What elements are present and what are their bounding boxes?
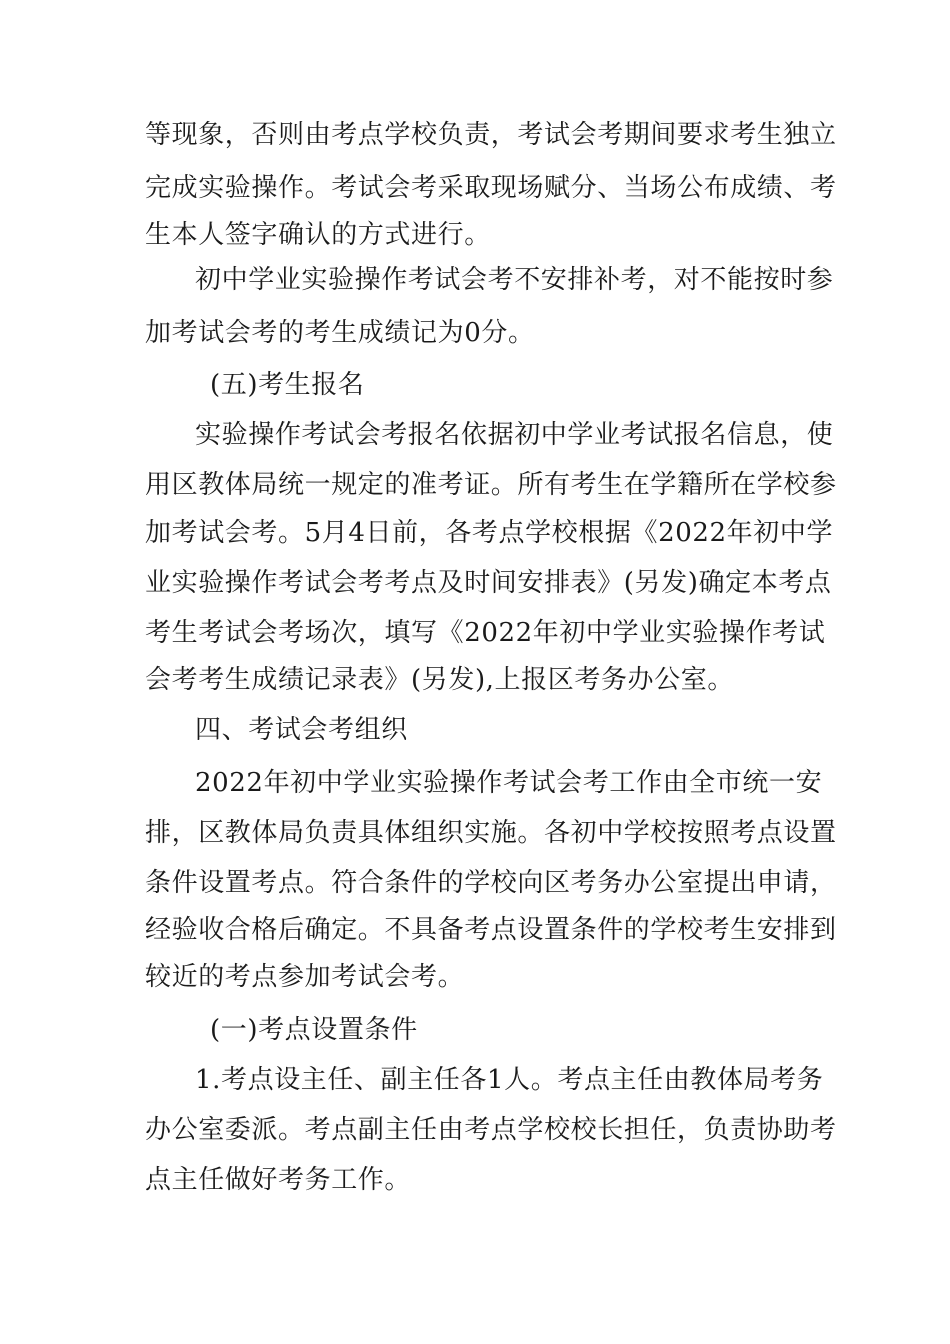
paragraph-line: 较近的考点参加考试会考。 <box>145 962 465 992</box>
paragraph-line: 经验收合格后确定。不具备考点设置条件的学校考生安排到 <box>145 915 837 945</box>
section-heading: (一)考点设置条件 <box>210 1015 418 1045</box>
paragraph-line: 办公室委派。考点副主任由考点学校校长担任，负责协助考 <box>145 1115 837 1145</box>
paragraph-line: 业实验操作考试会考考点及时间安排表》(另发)确定本考点 <box>145 568 832 598</box>
paragraph-line: 排，区教体局负责具体组织实施。各初中学校按照考点设置 <box>145 818 837 848</box>
paragraph-line: 点主任做好考务工作。 <box>145 1165 412 1195</box>
paragraph-line: 2022年初中学业实验操作考试会考工作由全市统一安 <box>195 768 823 798</box>
paragraph-line: 加考试会考的考生成绩记为0分。 <box>145 318 535 348</box>
paragraph-line: 生本人签字确认的方式进行。 <box>145 220 491 250</box>
paragraph-line: 实验操作考试会考报名依据初中学业考试报名信息，使 <box>195 420 834 450</box>
paragraph-line: 等现象，否则由考点学校负责，考试会考期间要求考生独立 <box>145 120 837 150</box>
paragraph-line: 用区教体局统一规定的准考证。所有考生在学籍所在学校参 <box>145 470 837 500</box>
paragraph-line: 加考试会考。5月4日前，各考点学校根据《2022年初中学 <box>145 518 834 548</box>
paragraph-line: 考生考试会考场次，填写《2022年初中学业实验操作考试 <box>145 618 826 648</box>
paragraph-line: 初中学业实验操作考试会考不安排补考，对不能按时参 <box>195 265 834 295</box>
paragraph-line: 完成实验操作。考试会考采取现场赋分、当场公布成绩、考 <box>145 173 837 203</box>
section-heading: 四、考试会考组织 <box>195 715 408 745</box>
section-heading: (五)考生报名 <box>210 370 365 400</box>
paragraph-line: 会考考生成绩记录表》(另发),上报区考务办公室。 <box>145 665 734 695</box>
paragraph-line: 条件设置考点。符合条件的学校向区考务办公室提出申请， <box>145 868 837 898</box>
paragraph-line: 1.考点设主任、副主任各1人。考点主任由教体局考务 <box>195 1065 824 1095</box>
